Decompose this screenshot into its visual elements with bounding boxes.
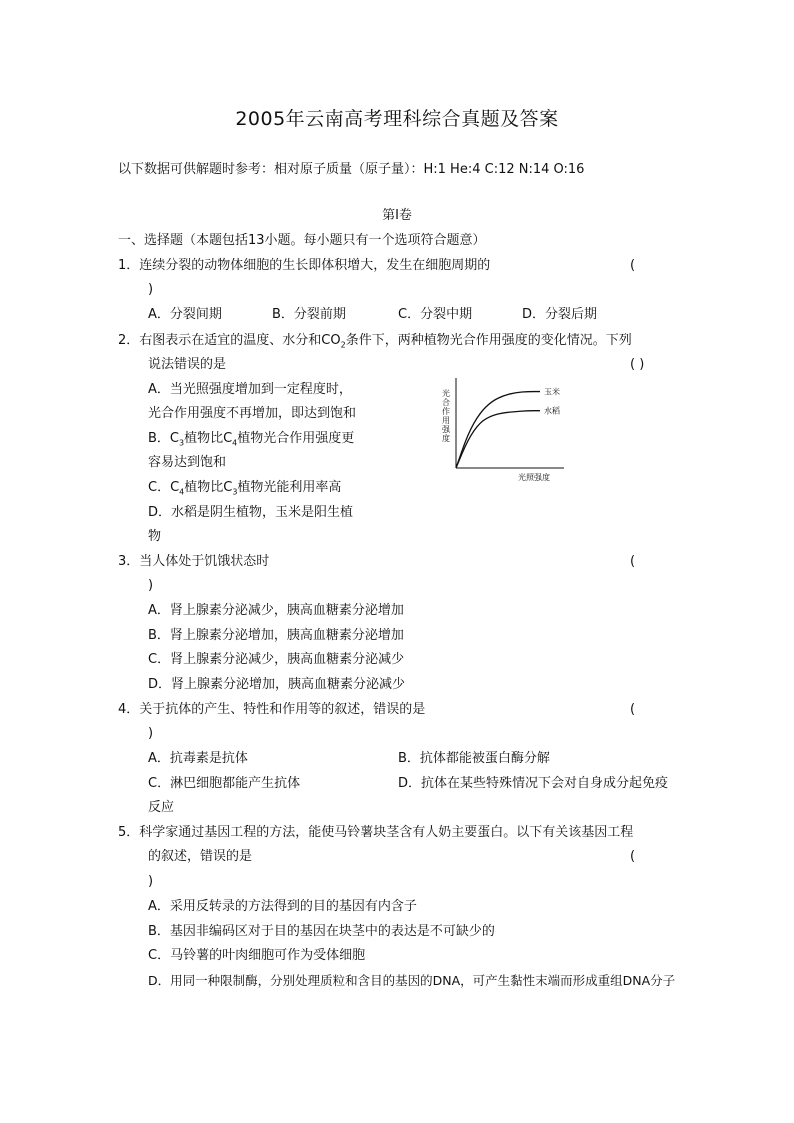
q4-stem: 4．关于抗体的产生、特性和作用等的叙述，错误的是	[118, 702, 426, 717]
q4-option-c: C．淋巴细胞都能产生抗体	[148, 776, 301, 791]
chart-x-axis-label: 光照强度	[518, 473, 550, 482]
q5-option-c: C．马铃薯的叶肉细胞可作为受体细胞	[148, 948, 366, 963]
q5-answer-paren-open: (	[630, 849, 636, 864]
q1-option-a: A．分裂间期	[148, 307, 222, 322]
q4-option-d-line1: D．抗体在某些特殊情况下会对自身成分起免疫	[398, 776, 669, 791]
series-line-rice	[456, 411, 540, 468]
q5-stem-line2: 的叙述，错误的是	[148, 849, 253, 864]
q2-stem-line2: 说法错误的是	[148, 357, 227, 372]
q5-option-d: D．用同一种限制酶，分别处理质粒和含目的基因的DNA，可产生黏性末端而形成重组DNA分子	[148, 973, 676, 988]
q4-option-b: B．抗体都能被蛋白酶分解	[398, 751, 550, 766]
q3-option-b: B．肾上腺素分泌增加，胰高血糖素分泌增加	[148, 628, 404, 643]
q5-stem-line1: 5．科学家通过基因工程的方法，能使马铃薯块茎含有人奶主要蛋白。以下有关该基因工程	[118, 825, 634, 840]
q3-answer-paren-close: )	[148, 578, 154, 593]
series-line-corn	[456, 392, 540, 468]
q5-option-b: B．基因非编码区对于目的基因在块茎中的表达是不可缺少的	[148, 924, 495, 939]
q1-stem: 1．连续分裂的动物体细胞的生长即体积增大，发生在细胞周期的	[118, 258, 491, 273]
chart-y-axis-label-char: 用	[442, 416, 450, 425]
q1-option-d: D．分裂后期	[522, 307, 598, 322]
part-heading: 一、选择题（本题包括13小题。每小题只有一个选项符合题意）	[118, 233, 486, 248]
page-title: 2005年云南高考理科综合真题及答案	[235, 108, 559, 130]
q3-answer-paren-open: (	[630, 554, 636, 569]
q3-option-c: C．肾上腺素分泌减少，胰高血糖素分泌减少	[148, 652, 405, 667]
chart-y-axis-label	[442, 388, 451, 443]
chart-y-axis-label-char: 合	[442, 398, 450, 407]
q2-option-b-line2: 容易达到饱和	[148, 455, 227, 470]
q2-option-a-line1: A．当光照强度增加到一定程度时，	[148, 382, 352, 397]
q4-option-a: A．抗毒素是抗体	[148, 751, 248, 766]
q2-option-b-line1: B．$C_3$植物比$C_4$植物光合作用强度更	[148, 431, 355, 448]
reference-note: 以下数据可供解题时参考：相对原子质量（原子量）：H:1 He:4 C:12 N:14 O:16	[118, 162, 585, 177]
q2-answer-paren: ( )	[630, 357, 645, 372]
chart-y-axis-label-char: 度	[442, 434, 450, 443]
q5-answer-paren-close: )	[148, 874, 154, 889]
q3-option-a: A．肾上腺素分泌减少，胰高血糖素分泌增加	[148, 603, 404, 618]
q2-option-d-line1: D．水稻是阴生植物，玉米是阳生植	[148, 505, 354, 520]
q2-option-c: C．$C_4$植物比$C_3$植物光能利用率高	[148, 480, 342, 497]
photosynthesis-chart	[424, 372, 574, 484]
chart-y-axis-label-char: 作	[442, 407, 450, 416]
q3-stem: 3．当人体处于饥饿状态时	[118, 554, 270, 569]
q1-answer-paren-open: (	[630, 258, 636, 273]
q4-option-d-line2: 反应	[148, 800, 175, 815]
q2-stem: 2．右图表示在适宜的温度、水分和$CO_2$条件下，两种植物光合作用强度的变化情况。下列	[118, 333, 632, 350]
q3-option-d: D．肾上腺素分泌增加，胰高血糖素分泌减少	[148, 677, 406, 692]
q1-option-b: B．分裂前期	[272, 307, 346, 322]
q1-option-c: C．分裂中期	[398, 307, 473, 322]
chart-y-axis-label-char: 强	[442, 425, 450, 434]
q4-answer-paren-close: )	[148, 726, 154, 741]
q1-answer-paren-close: )	[148, 282, 154, 297]
chart-y-axis-label-char: 光	[442, 389, 450, 398]
q4-answer-paren-open: (	[630, 702, 636, 717]
q2-option-a-line2: 光合作用强度不再增加，即达到饱和	[148, 406, 357, 421]
q2-option-d-line2: 物	[148, 529, 162, 544]
q5-option-a: A．采用反转录的方法得到的目的基因有内含子	[148, 899, 417, 914]
section-heading: 第Ⅰ卷	[382, 208, 412, 223]
series-label-corn: 玉米	[544, 387, 560, 397]
series-label-rice: 水稻	[544, 406, 560, 416]
